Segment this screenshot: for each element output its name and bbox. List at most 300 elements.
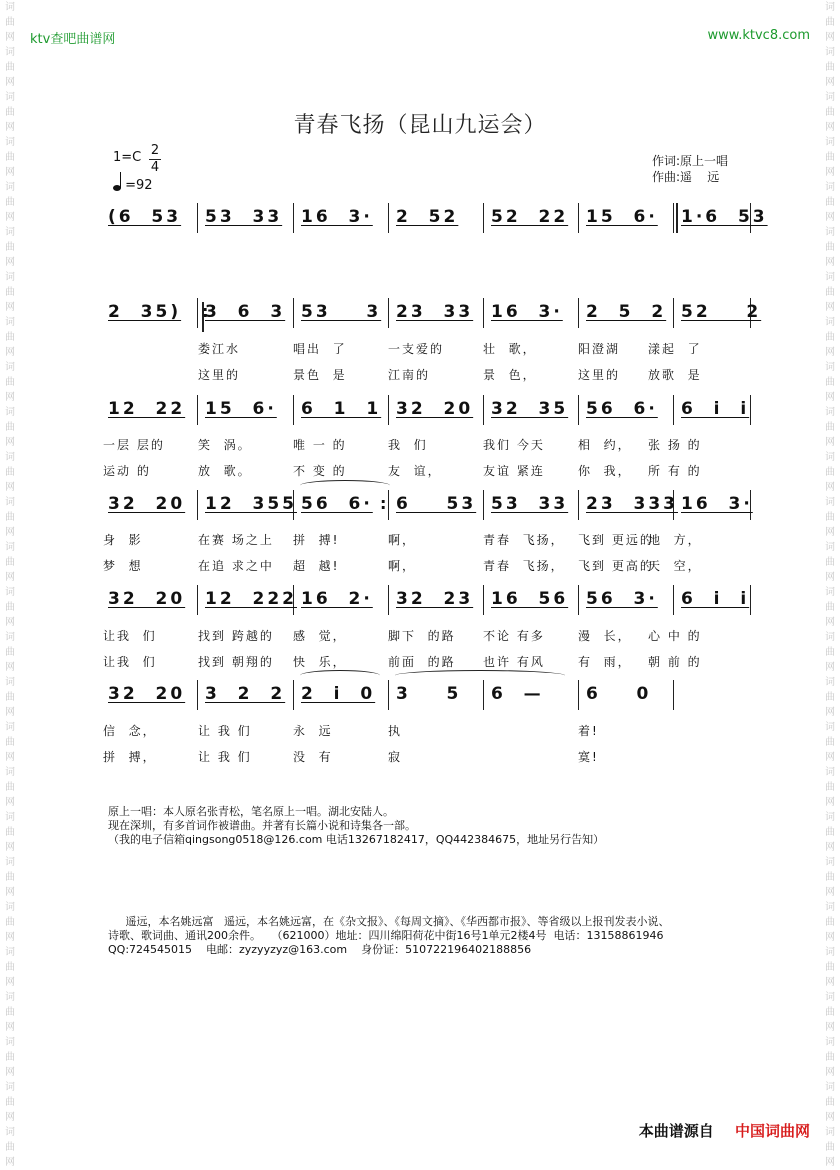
watermark-char: 曲 <box>5 1142 15 1153</box>
lyric-line <box>100 462 760 480</box>
watermark-char: 曲 <box>825 107 835 118</box>
lyric-text: 拼 搏! <box>293 533 340 547</box>
lyric-text: 漾起 了 <box>648 342 702 356</box>
watermark-char: 词 <box>825 317 835 328</box>
notation-row <box>100 680 760 710</box>
watermark-char: 网 <box>825 572 835 583</box>
watermark-char: 曲 <box>5 287 15 298</box>
measure: 52 2 <box>681 302 762 322</box>
watermark-char: 网 <box>825 797 835 808</box>
watermark-char: 曲 <box>5 872 15 883</box>
barline <box>673 680 674 710</box>
bio-line: 诗歌、歌词曲、通讯200余件。 （621000）地址：四川绵阳荷花中街16号1单元2楼4号 电话：13158861946 <box>108 929 664 942</box>
barline <box>388 490 389 520</box>
watermark-char: 曲 <box>825 782 835 793</box>
footer-source <box>639 1120 810 1141</box>
watermark-char: 曲 <box>5 737 15 748</box>
lyric-text: 壮 歌， <box>483 342 537 356</box>
watermark-char: 网 <box>825 32 835 43</box>
lyric-text: 不论 有多 <box>483 629 545 643</box>
measure: 6 i i <box>681 399 750 419</box>
watermark-char: 网 <box>5 437 15 448</box>
measure: 32 20 <box>108 684 186 704</box>
lyric-text: 身 影 <box>103 533 143 547</box>
watermark-char: 词 <box>825 47 835 58</box>
watermark-char: 词 <box>5 227 15 238</box>
lyric-line <box>100 557 760 575</box>
site-url-right[interactable]: www.ktvc8.com <box>707 28 810 43</box>
lyric-text: 让我 们 <box>103 655 157 669</box>
watermark-char: 词 <box>825 992 835 1003</box>
watermark-char: 网 <box>5 752 15 763</box>
lyricist: 作词:原上一唱 <box>652 154 729 168</box>
watermark-char: 词 <box>5 452 15 463</box>
barline <box>483 203 484 233</box>
watermark-char: 网 <box>5 347 15 358</box>
source-label: 本曲谱源自 <box>638 1122 714 1140</box>
watermark-char: 词 <box>825 2 835 13</box>
lyric-text: 前面 的路 <box>388 655 456 669</box>
lyric-text: 相 约， <box>578 438 632 452</box>
barline <box>750 585 751 615</box>
watermark-char: 曲 <box>825 422 835 433</box>
watermark-char: 曲 <box>825 1007 835 1018</box>
watermark-right <box>820 0 840 1170</box>
lyric-text: 我们 今天 <box>483 438 545 452</box>
watermark-char: 曲 <box>825 1052 835 1063</box>
watermark-char: 网 <box>5 842 15 853</box>
watermark-char: 曲 <box>5 17 15 28</box>
measure: 52 22 <box>491 207 569 227</box>
watermark-char: 曲 <box>825 557 835 568</box>
measure: 16 56 <box>491 589 569 609</box>
lyric-text: 运动 的 <box>103 464 151 478</box>
barline <box>483 680 484 710</box>
watermark-char: 曲 <box>5 152 15 163</box>
lyric-text: 景 色， <box>483 368 537 382</box>
watermark-char: 曲 <box>825 872 835 883</box>
watermark-char: 词 <box>825 587 835 598</box>
watermark-char: 曲 <box>825 62 835 73</box>
watermark-char: 词 <box>825 362 835 373</box>
watermark-char: 曲 <box>825 467 835 478</box>
lyric-text: 一层 层的 <box>103 438 165 452</box>
lyric-text: 找到 跨越的 <box>198 629 274 643</box>
lyric-text: 心 中 的 <box>648 629 702 643</box>
barline <box>197 680 198 710</box>
watermark-char: 曲 <box>825 152 835 163</box>
lyric-text: 朝 前 的 <box>648 655 702 669</box>
barline <box>293 395 294 425</box>
source-brand[interactable]: 中国词曲网 <box>734 1122 810 1140</box>
quarter-note-icon <box>113 185 121 191</box>
measure: 16 2· <box>301 589 373 609</box>
barline <box>388 298 389 328</box>
watermark-char: 网 <box>5 167 15 178</box>
measure: 3 2 2 <box>205 684 286 704</box>
watermark-char: 词 <box>825 677 835 688</box>
measure: 1·6 53 <box>681 207 768 227</box>
measure: 6 0 <box>586 684 652 704</box>
barline <box>388 585 389 615</box>
watermark-char: 网 <box>825 527 835 538</box>
watermark-char: 网 <box>825 257 835 268</box>
measure: 12 222 <box>205 589 297 609</box>
watermark-char: 词 <box>5 947 15 958</box>
measure: 23 333 <box>586 494 678 514</box>
slur <box>300 480 390 491</box>
watermark-char: 曲 <box>5 467 15 478</box>
watermark-char: 网 <box>825 842 835 853</box>
measure: 53 33 <box>205 207 283 227</box>
watermark-char: 网 <box>5 302 15 313</box>
lyric-text: 感 觉， <box>293 629 347 643</box>
lyric-text: 让我 们 <box>103 629 157 643</box>
lyric-text: 放歌 是 <box>648 368 702 382</box>
lyric-text: 放 歌。 <box>198 464 252 478</box>
watermark-char: 曲 <box>825 1142 835 1153</box>
watermark-char: 词 <box>825 632 835 643</box>
watermark-char: 词 <box>5 1037 15 1048</box>
watermark-char: 网 <box>825 482 835 493</box>
lyric-line <box>100 531 760 549</box>
watermark-char: 网 <box>5 662 15 673</box>
lyric-text: 拼 搏， <box>103 750 157 764</box>
measure: 12 22 <box>108 399 186 419</box>
watermark-char: 曲 <box>5 197 15 208</box>
watermark-char: 曲 <box>825 647 835 658</box>
watermark-char: 曲 <box>825 962 835 973</box>
lyric-text: 友谊 紧连 <box>483 464 545 478</box>
watermark-char: 网 <box>825 392 835 403</box>
watermark-char: 曲 <box>5 422 15 433</box>
watermark-char: 词 <box>825 92 835 103</box>
watermark-char: 词 <box>5 587 15 598</box>
watermark-char: 曲 <box>5 1052 15 1063</box>
measure: 12 355 <box>205 494 297 514</box>
watermark-char: 词 <box>5 137 15 148</box>
lyric-text: 一支爱的 <box>388 342 445 356</box>
watermark-char: 词 <box>825 497 835 508</box>
lyric-text: 漫 长， <box>578 629 632 643</box>
watermark-char: 曲 <box>5 602 15 613</box>
watermark-char: 词 <box>5 632 15 643</box>
watermark-char: 词 <box>825 1037 835 1048</box>
measure: 6 53 <box>396 494 477 514</box>
watermark-char: 网 <box>825 1022 835 1033</box>
barline <box>197 395 198 425</box>
lyric-text: 在赛 场之上 <box>198 533 274 547</box>
watermark-char: 曲 <box>5 377 15 388</box>
watermark-char: 词 <box>5 407 15 418</box>
barline <box>578 680 579 710</box>
barline <box>578 203 579 233</box>
lyric-text: 让 我 们 <box>198 724 252 738</box>
lyric-text: 梦 想 <box>103 559 143 573</box>
watermark-char: 网 <box>825 122 835 133</box>
lyric-line <box>100 436 760 454</box>
lyric-text: 啊， <box>388 533 417 547</box>
lyric-text: 娄江水 <box>198 342 241 356</box>
watermark-char: 词 <box>5 677 15 688</box>
watermark-char: 曲 <box>825 917 835 928</box>
watermark-char: 曲 <box>5 962 15 973</box>
notation-row <box>100 298 760 328</box>
measure: 32 20 <box>108 589 186 609</box>
slur <box>300 670 380 681</box>
song-title: 青春飞扬（昆山九运会） <box>293 113 547 138</box>
barline <box>293 680 294 710</box>
watermark-char: 网 <box>5 617 15 628</box>
measure: 53 3 <box>301 302 382 322</box>
watermark-char: 词 <box>5 902 15 913</box>
measure: 2 5 2 <box>586 302 667 322</box>
lyric-text: 笑 涡。 <box>198 438 252 452</box>
barline <box>197 585 198 615</box>
barline <box>673 298 674 328</box>
measure: 32 23 <box>396 589 474 609</box>
watermark-char: 词 <box>5 317 15 328</box>
time-signature <box>149 144 161 175</box>
lyric-text: 唱出 了 <box>293 342 347 356</box>
watermark-char: 词 <box>5 362 15 373</box>
watermark-char: 曲 <box>5 827 15 838</box>
measure: 2 i 0 <box>301 684 376 704</box>
watermark-char: 网 <box>825 302 835 313</box>
watermark-char: 曲 <box>5 782 15 793</box>
lyric-text: 快 乐， <box>293 655 347 669</box>
watermark-char: 网 <box>5 932 15 943</box>
watermark-char: 网 <box>825 347 835 358</box>
watermark-char: 曲 <box>5 512 15 523</box>
watermark-char: 网 <box>825 887 835 898</box>
bio-line: QQ:724545015 电邮：zyzyyzyz@163.com 身份证：510722196402188856 <box>108 943 532 956</box>
measure: 3 6 3 <box>205 302 286 322</box>
watermark-char: 曲 <box>825 287 835 298</box>
barline <box>578 585 579 615</box>
watermark-char: 网 <box>5 572 15 583</box>
watermark-char: 网 <box>825 1112 835 1123</box>
lyric-text: 江南的 <box>388 368 431 382</box>
watermark-char: 网 <box>5 797 15 808</box>
watermark-char: 曲 <box>5 62 15 73</box>
watermark-char: 网 <box>5 1067 15 1078</box>
lyric-text: 寂 <box>388 750 403 764</box>
barline <box>578 395 579 425</box>
measure: 3 5 <box>396 684 462 704</box>
watermark-char: 曲 <box>825 692 835 703</box>
watermark-char: 词 <box>825 182 835 193</box>
watermark-char: 词 <box>5 272 15 283</box>
lyric-line <box>100 748 760 766</box>
lyric-text: 所 有 的 <box>648 464 702 478</box>
lyric-line <box>100 366 760 384</box>
measure: 2 52 <box>396 207 459 227</box>
measure: 56 6· <box>301 494 373 514</box>
barline <box>483 298 484 328</box>
watermark-char: 曲 <box>5 1097 15 1108</box>
measure: 16 3· <box>681 494 753 514</box>
watermark-char: 曲 <box>5 107 15 118</box>
watermark-char: 网 <box>5 1112 15 1123</box>
lyric-line <box>100 722 760 740</box>
watermark-char: 词 <box>825 227 835 238</box>
slur <box>395 670 565 681</box>
watermark-char: 词 <box>825 722 835 733</box>
watermark-char: 词 <box>5 1082 15 1093</box>
watermark-char: 曲 <box>5 647 15 658</box>
watermark-char: 网 <box>5 32 15 43</box>
lyric-text: 阳澄湖 <box>578 342 621 356</box>
watermark-char: 网 <box>825 437 835 448</box>
barline <box>483 395 484 425</box>
barline <box>673 585 674 615</box>
lyric-line <box>100 627 760 645</box>
barline <box>197 203 198 233</box>
measure: 6 1 1 <box>301 399 382 419</box>
watermark-char: 网 <box>825 77 835 88</box>
note-line: （我的电子信箱qingsong0518@126.com 电话13267182417，QQ442384675，地址另行告知） <box>108 833 605 846</box>
barline <box>750 395 751 425</box>
barline <box>197 298 198 328</box>
watermark-char: 词 <box>5 992 15 1003</box>
measure: 32 20 <box>108 494 186 514</box>
watermark-char: 词 <box>825 407 835 418</box>
notation-row <box>100 395 760 425</box>
measure: 2 35) <box>108 302 182 322</box>
watermark-char: 词 <box>5 2 15 13</box>
watermark-char: 网 <box>5 122 15 133</box>
barline <box>483 585 484 615</box>
measure: 56 6· <box>586 399 658 419</box>
note-line: 现在深圳，有多首词作被谱曲。并著有长篇小说和诗集各一部。 <box>108 819 416 832</box>
watermark-char: 词 <box>5 857 15 868</box>
lyric-text: 景色 是 <box>293 368 347 382</box>
watermark-char: 词 <box>5 182 15 193</box>
watermark-char: 词 <box>5 497 15 508</box>
watermark-char: 曲 <box>5 332 15 343</box>
lyric-text: 让 我 们 <box>198 750 252 764</box>
lyric-text: 啊， <box>388 559 417 573</box>
measure: 6 i i <box>681 589 750 609</box>
watermark-char: 词 <box>5 767 15 778</box>
watermark-char: 网 <box>5 1022 15 1033</box>
lyric-text: 寞! <box>578 750 599 764</box>
watermark-char: 网 <box>5 392 15 403</box>
watermark-char: 曲 <box>825 17 835 28</box>
watermark-char: 曲 <box>5 242 15 253</box>
watermark-char: 曲 <box>825 1097 835 1108</box>
watermark-char: 网 <box>5 527 15 538</box>
barline <box>483 490 484 520</box>
measure: 53 33 <box>491 494 569 514</box>
notation-row <box>100 203 768 233</box>
watermark-char: 曲 <box>825 197 835 208</box>
measure: 16 3· <box>491 302 563 322</box>
lyric-text: 这里的 <box>198 368 241 382</box>
barline <box>578 490 579 520</box>
barline <box>673 203 674 233</box>
watermark-char: 网 <box>5 707 15 718</box>
watermark-char: 词 <box>5 542 15 553</box>
watermark-char: 网 <box>825 932 835 943</box>
watermark-char: 曲 <box>825 512 835 523</box>
watermark-char: 词 <box>5 1127 15 1138</box>
lyric-text: 在追 求之中 <box>198 559 274 573</box>
watermark-char: 网 <box>5 482 15 493</box>
tempo-marking <box>113 178 153 193</box>
lyric-text: 超 越! <box>293 559 340 573</box>
watermark-char: 曲 <box>825 242 835 253</box>
watermark-char: 网 <box>5 977 15 988</box>
author-notes <box>108 805 604 847</box>
barline <box>388 203 389 233</box>
watermark-char: 词 <box>825 857 835 868</box>
watermark-char: 网 <box>825 617 835 628</box>
lyric-text: 青春 飞扬， <box>483 533 565 547</box>
watermark-char: 曲 <box>5 557 15 568</box>
watermark-left <box>0 0 20 1170</box>
watermark-char: 词 <box>825 812 835 823</box>
watermark-char: 曲 <box>825 332 835 343</box>
watermark-char: 网 <box>825 1157 835 1168</box>
watermark-char: 词 <box>5 722 15 733</box>
barline <box>388 680 389 710</box>
lyric-text: 唯 一 的 <box>293 438 347 452</box>
lyric-text: 找到 朝翔的 <box>198 655 274 669</box>
barline <box>197 490 198 520</box>
lyric-text: 飞到 更远的 <box>578 533 654 547</box>
watermark-char: 词 <box>825 767 835 778</box>
measure: 15 6· <box>586 207 658 227</box>
measure: 6 — <box>491 684 544 704</box>
time-bottom: 4 <box>150 160 160 175</box>
key-label: 1=C <box>113 150 142 165</box>
lyric-text: 没 有 <box>293 750 333 764</box>
watermark-char: 曲 <box>825 827 835 838</box>
watermark-char: 网 <box>825 752 835 763</box>
watermark-char: 词 <box>825 947 835 958</box>
lyric-text: 也许 有风 <box>483 655 545 669</box>
key-signature <box>113 143 160 175</box>
lyric-line <box>100 653 760 671</box>
lyric-text: 友 谊， <box>388 464 442 478</box>
measure: 32 35 <box>491 399 569 419</box>
watermark-char: 网 <box>825 977 835 988</box>
lyric-text: 信 念， <box>103 724 157 738</box>
notation-row <box>100 585 760 615</box>
measure: 56 3· <box>586 589 658 609</box>
watermark-char: 曲 <box>825 737 835 748</box>
measure: 32 20 <box>396 399 474 419</box>
watermark-char: 词 <box>825 137 835 148</box>
site-name-left[interactable]: ktv查吧曲谱网 <box>30 32 116 47</box>
lyric-text: 这里的 <box>578 368 621 382</box>
lyric-text: 不 变 的 <box>293 464 347 478</box>
watermark-char: 词 <box>825 1082 835 1093</box>
lyric-text: 天 空， <box>648 559 702 573</box>
watermark-char: 网 <box>825 662 835 673</box>
lyric-text: 你 我， <box>578 464 632 478</box>
watermark-char: 曲 <box>825 602 835 613</box>
barline <box>673 395 674 425</box>
measure: 23 33 <box>396 302 474 322</box>
barline <box>293 298 294 328</box>
lyric-text: 我 们 <box>388 438 428 452</box>
lyric-text: 有 雨， <box>578 655 632 669</box>
watermark-char: 曲 <box>5 1007 15 1018</box>
watermark-char: 词 <box>825 452 835 463</box>
